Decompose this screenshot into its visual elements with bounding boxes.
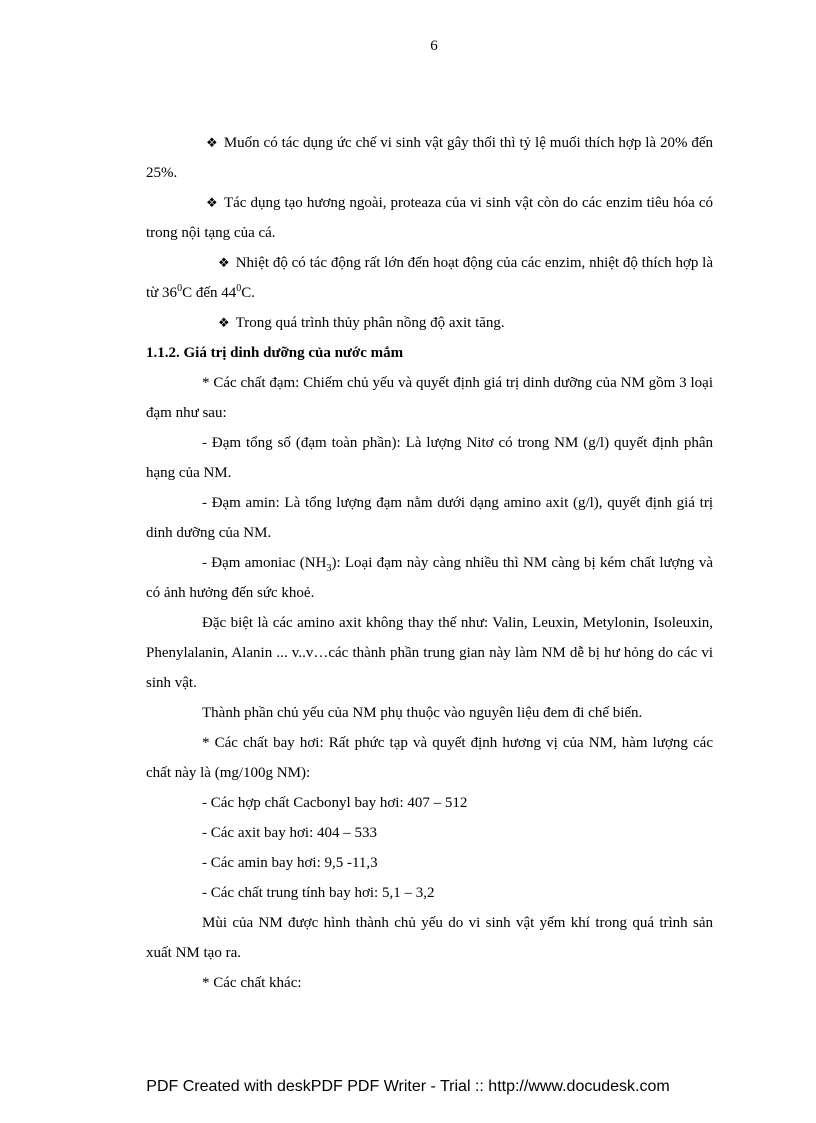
diamond-bullet-icon: ❖ (218, 315, 230, 330)
pdf-watermark-footer: PDF Created with deskPDF PDF Writer - Trial :: http://www.docudesk.com (146, 1078, 670, 1095)
paragraph: Thành phần chủ yếu của NM phụ thuộc vào nguyên liệu đem đi chế biến. (202, 705, 643, 721)
bullet-item: ❖ Muốn có tác dụng ức chế vi sinh vật gây thối thì tỷ lệ muối thích hợp là 20% đến 25%. (146, 135, 714, 181)
paragraph: * Các chất khác: (202, 975, 302, 991)
diamond-bullet-icon: ❖ (206, 135, 218, 150)
bullet-item: ❖ Nhiệt độ có tác động rất lớn đến hoạt động của các enzim, nhiệt độ thích hợp là từ $36^0C$ đến $44^0C$. (146, 255, 713, 301)
list-item: - Các chất trung tính bay hơi: 5,1 – 3,2 (202, 885, 435, 901)
bullet-item: ❖ Trong quá trình thủy phân nồng độ axit tăng. (218, 315, 505, 331)
diamond-bullet-icon: ❖ (218, 255, 230, 270)
paragraph: * Các chất bay hơi: Rất phức tạp và quyết định hương vị của NM, hàm lượng các chất này là (mg/100g NM): (146, 735, 713, 781)
document-body (146, 128, 713, 998)
paragraph: - Đạm tổng số (đạm toàn phần): Là lượng Nitơ có trong NM (g/l) quyết định phân hạng của NM. (146, 435, 713, 481)
page-number: 6 (430, 38, 438, 54)
paragraph: Mùi của NM được hình thành chủ yếu do vi sinh vật yếm khí trong quá trình sản xuất NM tạo ra. (146, 915, 713, 961)
list-item: - Các axit bay hơi: 404 – 533 (202, 825, 377, 841)
paragraph: * Các chất đạm: Chiếm chủ yếu và quyết định giá trị dinh dưỡng của NM gồm 3 loại đạm như sau: (146, 375, 713, 421)
paragraph: - Đạm amoniac $(NH_3)$: Loại đạm này càng nhiều thì NM càng bị kém chất lượng và có ảnh hưởng đến sức khoẻ. (146, 555, 713, 601)
list-item: - Các amin bay hơi: 9,5 -11,3 (202, 855, 378, 871)
paragraph: - Đạm amin: Là tổng lượng đạm nằm dưới dạng amino axit (g/l), quyết định giá trị dinh dưỡng của NM. (146, 495, 713, 541)
bullet-item: ❖ Tác dụng tạo hương ngoài, proteaza của vi sinh vật còn do các enzim tiêu hóa có trong nội tạng của cá. (146, 195, 714, 241)
paragraph: Đặc biệt là các amino axit không thay thế như: Valin, Leuxin, Metylonin, Isoleuxin, Phenylalanin, Alanin ... v..v…các thành phần trung gian này làm NM dễ bị hư hỏng do các vi sinh vật. (146, 615, 713, 691)
list-item: - Các hợp chất Cacbonyl bay hơi: 407 – 512 (202, 795, 468, 811)
diamond-bullet-icon: ❖ (206, 195, 218, 210)
section-heading: 1.1.2. Giá trị dinh dưỡng của nước mắm (146, 345, 404, 361)
